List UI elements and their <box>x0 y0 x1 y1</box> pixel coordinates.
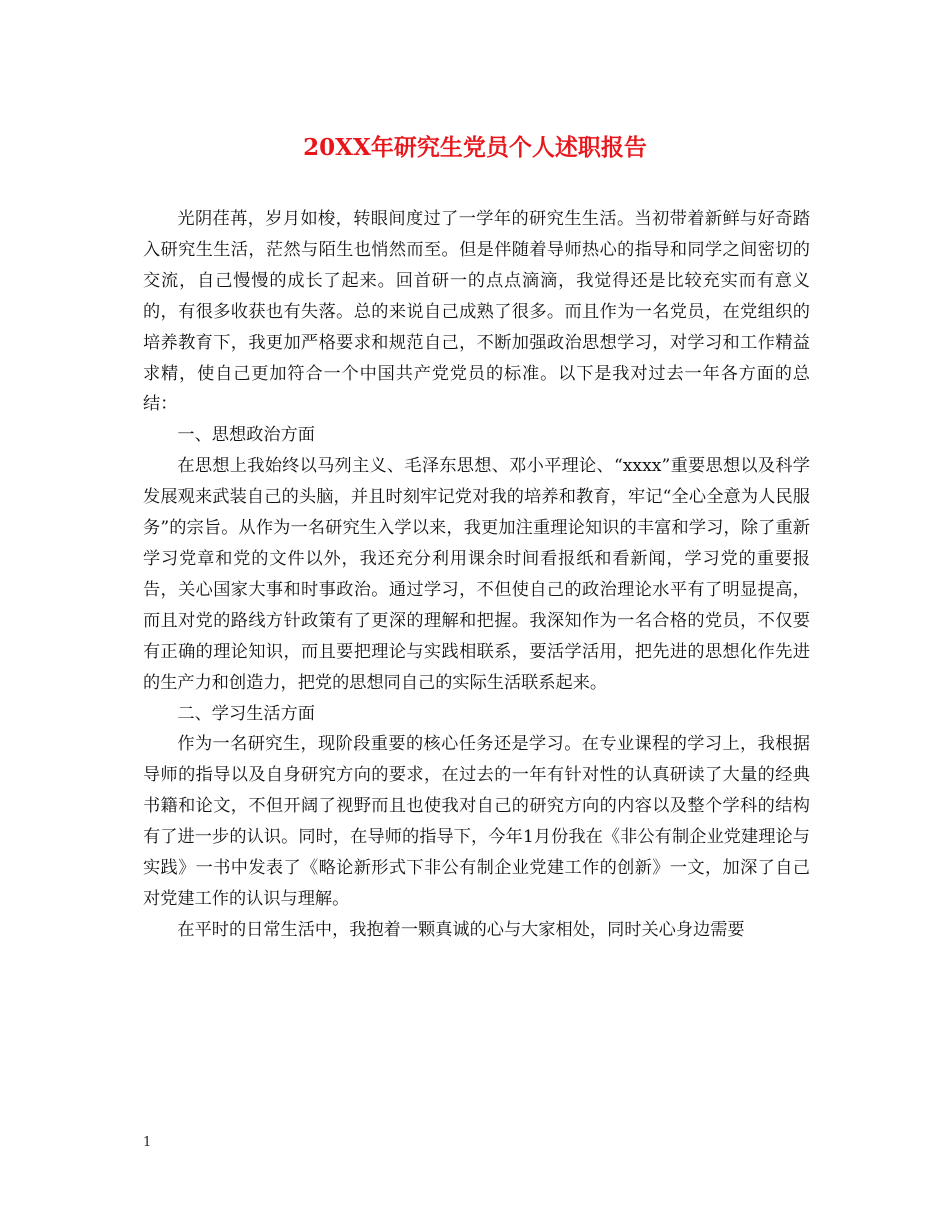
paragraph-politics: 在思想上我始终以马列主义、毛泽东思想、邓小平理论、“xxxx”重要思想以及科学发展观来武装自己的头脑，并且时刻牢记党对我的培养和教育，牢记“全心全意为人民服务”的宗旨。从作为一名研究生入学以来，我更加注重理论知识的丰富和学习，除了重新学习党章和党的文件以外，我还充分利用课余时间看报纸和看新闻，学习党的重要报告，关心国家大事和时事政治。通过学习，不但使自己的政治理论水平有了明显提高，而且对党的路线方针政策有了更深的理解和把握。我深知作为一名合格的党员，不仅要有正确的理论知识，而且要把理论与实践相联系，要活学活用，把先进的思想化作先进的生产力和创造力，把党的思想同自己的实际生活联系起来。 <box>143 456 810 693</box>
document-title: 20XX年研究生党员个人述职报告 <box>303 134 647 161</box>
paragraph-daily-life: 在平时的日常生活中，我抱着一颗真诚的心与大家相处，同时关心身边需要 <box>177 919 745 940</box>
page-number: 1 <box>143 1135 152 1150</box>
document-body <box>143 204 810 946</box>
section-heading-politics: 一、思想政治方面 <box>177 425 315 446</box>
paragraph-intro: 光阴荏苒，岁月如梭，转眼间度过了一学年的研究生生活。当初带着新鲜与好奇踏入研究生生活，茫然与陌生也悄然而至。但是伴随着导师热心的指导和同学之间密切的交流，自己慢慢的成长了起来。回首研一的点点滴滴，我觉得还是比较充实而有意义的，有很多收获也有失落。总的来说自己成熟了很多。而且作为一名党员，在党组织的培养教育下，我更加严格要求和规范自己，不断加强政治思想学习，对学习和工作精益求精，使自己更加符合一个中国共产党党员的标准。以下是我对过去一年各方面的总结： <box>143 209 810 415</box>
section-heading-study-life: 二、学习生活方面 <box>177 703 315 724</box>
paragraph-study: 作为一名研究生，现阶段重要的核心任务还是学习。在专业课程的学习上，我根据导师的指导以及自身研究方向的要求，在过去的一年有针对性的认真研读了大量的经典书籍和论文，不但开阔了视野而且也使我对自己的研究方向的内容以及整个学科的结构有了进一步的认识。同时，在导师的指导下，今年1月份我在《非公有制企业党建理论与实践》一书中发表了《略论新形式下非公有制企业党建工作的创新》一文，加深了自己对党建工作的认识与理解。 <box>143 734 810 909</box>
